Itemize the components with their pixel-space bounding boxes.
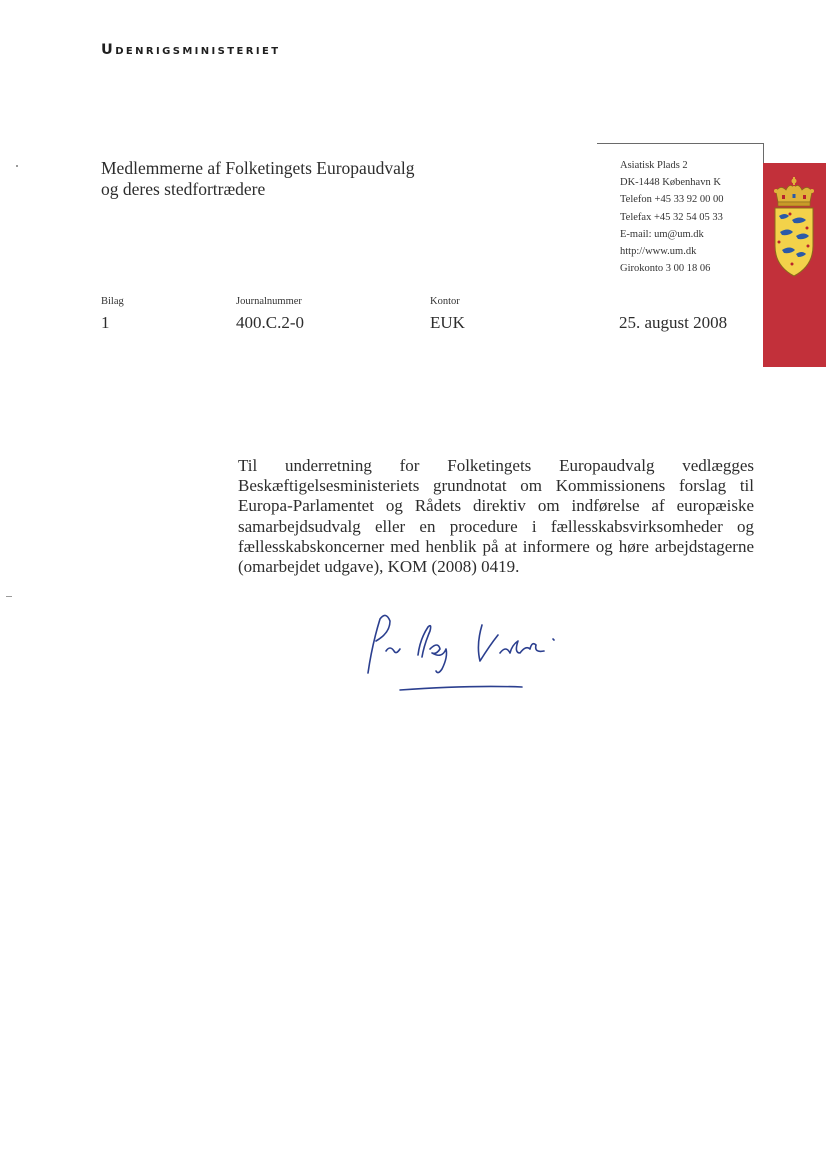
address-city: DK-1448 København K	[620, 177, 721, 189]
address-block	[620, 157, 723, 277]
royal-coat-of-arms-icon	[770, 176, 818, 286]
scan-artifact	[6, 596, 12, 597]
kontor-label: Kontor	[430, 296, 460, 307]
crown-icon	[774, 177, 814, 206]
address-divider-side	[763, 143, 764, 163]
address-fax: Telefax +45 32 54 05 33	[620, 211, 723, 223]
kontor-value: EUK	[430, 313, 465, 332]
handwritten-signature	[350, 605, 570, 705]
recipient-line-1: Medlemmerne af Folketingets Europaudvalg	[101, 158, 415, 178]
journal-value: 400.C.2-0	[236, 313, 304, 332]
bilag-value: 1	[101, 313, 110, 332]
bilag-label: Bilag	[101, 296, 124, 307]
address-divider-top	[597, 143, 764, 144]
address-giro: Girokonto 3 00 18 06	[620, 263, 711, 275]
journal-label: Journalnummer	[236, 296, 302, 307]
address-email: E-mail: um@um.dk	[620, 228, 704, 240]
address-phone: Telefon +45 33 92 00 00	[620, 194, 724, 206]
shield-icon	[775, 208, 813, 276]
scan-artifact	[16, 165, 18, 167]
recipient-block	[101, 158, 414, 200]
ministry-name: Udenrigsministeriet	[101, 42, 281, 58]
letter-date: 25. august 2008	[619, 313, 728, 332]
recipient-line-2: og deres stedfortrædere	[101, 179, 266, 199]
address-street: Asiatisk Plads 2	[620, 160, 688, 171]
letter-body: Til underretning for Folketingets Europaudvalg vedlægges Beskæftigelsesministeriets grundnotat om Kommissionens forslag til Europa-Parlamentet og Rådets direktiv om indførelse af europæiske samarbejdsudvalg eller en procedure i fællesskabsvirksomheder og fællesskabskoncerner med henblik på at informere og høre arbejdstagerne (omarbejdet udgave), KOM (2008) 0419.	[238, 456, 754, 577]
address-website: http://www.um.dk	[620, 246, 697, 258]
